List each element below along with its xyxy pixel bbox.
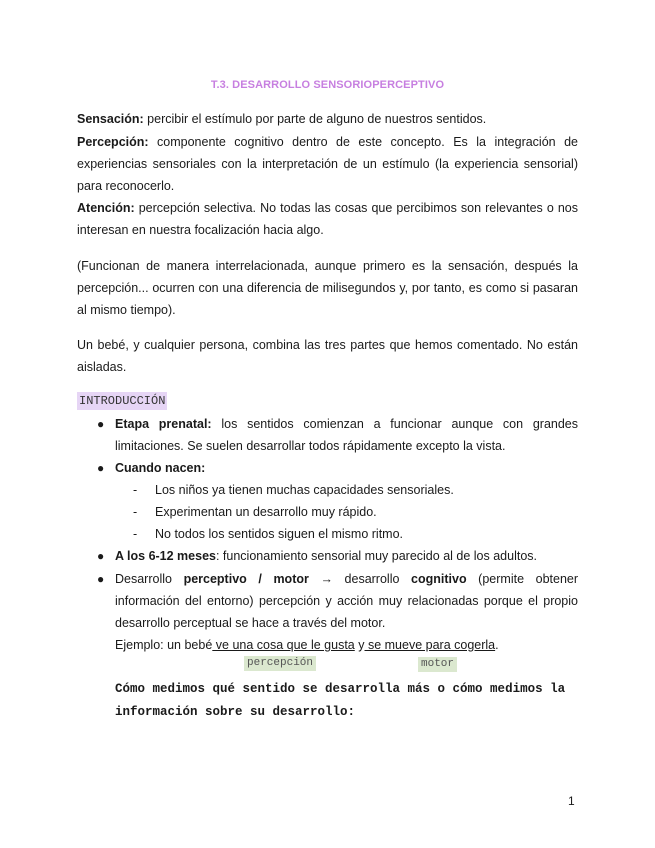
bullet-icon: ● <box>97 461 105 475</box>
text-segment: Desarrollo <box>115 572 184 586</box>
paragraph-combination: Un bebé, y cualquier persona, combina las tres partes que hemos comentado. No están aisladas. <box>77 338 578 374</box>
definition-perception <box>77 131 578 197</box>
annotation-perception: percepción <box>244 656 316 671</box>
term-motor: motor <box>273 572 309 586</box>
bullet-text: : funcionamiento sensorial muy parecido al de los adultos. <box>215 549 537 563</box>
section-heading: INTRODUCCIÓN <box>79 394 166 408</box>
term-perceptive: perceptivo <box>183 572 247 586</box>
bullet-prenatal <box>115 413 578 457</box>
dash-icon: - <box>133 505 138 519</box>
definition-term: Atención: <box>77 201 135 215</box>
question-text: Cómo medimos qué sentido se desarrolla más o cómo medimos la información sobre su desarrollo: <box>115 682 566 719</box>
bullet-term: Etapa prenatal: <box>115 417 212 431</box>
underlined-text: se mueve para cogerla <box>364 638 496 652</box>
paragraph-interrelation: (Funcionan de manera interrelacionada, aunque primero es la sensación, después la percepción... ocurren con una diferencia de milisegundos y, por tanto, es como si pasaran al mismo tiempo). <box>77 259 578 317</box>
list-item: No todos los sentidos siguen el mismo ritmo. <box>155 527 404 541</box>
dash-icon: - <box>133 483 138 497</box>
bullet-text: los sentidos comienzan a funcionar aunque con grandes limitaciones. Se suelen desarrollar todos rápidamente excepto la vista. <box>115 417 578 453</box>
definition-sensation <box>77 108 578 130</box>
definition-text: percepción selectiva. No todas las cosas que percibimos son relevantes o nos interesan en nuestra focalización hacia algo. <box>77 201 578 237</box>
bullet-term: A los 6-12 meses <box>115 549 216 563</box>
bullet-icon: ● <box>97 572 105 586</box>
list-item: Los niños ya tienen muchas capacidades sensoriales. <box>155 483 454 497</box>
underlined-text: ve una cosa que le gusta <box>212 638 355 652</box>
text-segment: / <box>246 572 274 586</box>
definition-term: Percepción: <box>77 135 149 149</box>
list-item: Experimentan un desarrollo muy rápido. <box>155 505 377 519</box>
bullet-development <box>115 568 578 634</box>
definition-text: componente cognitivo dentro de este concepto. Es la integración de experiencias sensoriales con la interpretación de un estímulo (la experiencia sensorial) para reconocerlo. <box>77 135 578 193</box>
dash-icon: - <box>133 527 138 541</box>
text-segment: Ejemplo: un bebé <box>115 638 213 652</box>
example-line <box>115 634 578 656</box>
bullet-icon: ● <box>97 417 105 431</box>
text-segment: . <box>495 638 499 652</box>
page-number: 1 <box>568 794 575 808</box>
definition-attention <box>77 197 578 241</box>
definition-text: percibir el estímulo por parte de alguno de nuestros sentidos. <box>143 112 487 126</box>
bullet-icon: ● <box>97 549 105 563</box>
bullet-term: Cuando nacen: <box>115 461 206 475</box>
annotation-motor: motor <box>418 657 457 672</box>
definition-term: Sensación: <box>77 112 144 126</box>
bullet-birth <box>115 457 578 479</box>
text-segment: (permite obtener información del entorno) percepción y acción muy relacionadas porque el propio desarrollo perceptual se hace a través del motor. <box>115 572 579 630</box>
text-segment: y <box>354 638 365 652</box>
bullet-months <box>115 545 578 567</box>
page-title: T.3. DESARROLLO SENSORIOPERCEPTIVO <box>210 79 445 91</box>
text-segment: → desarrollo <box>308 572 412 586</box>
term-cognitive: cognitivo <box>411 572 467 586</box>
